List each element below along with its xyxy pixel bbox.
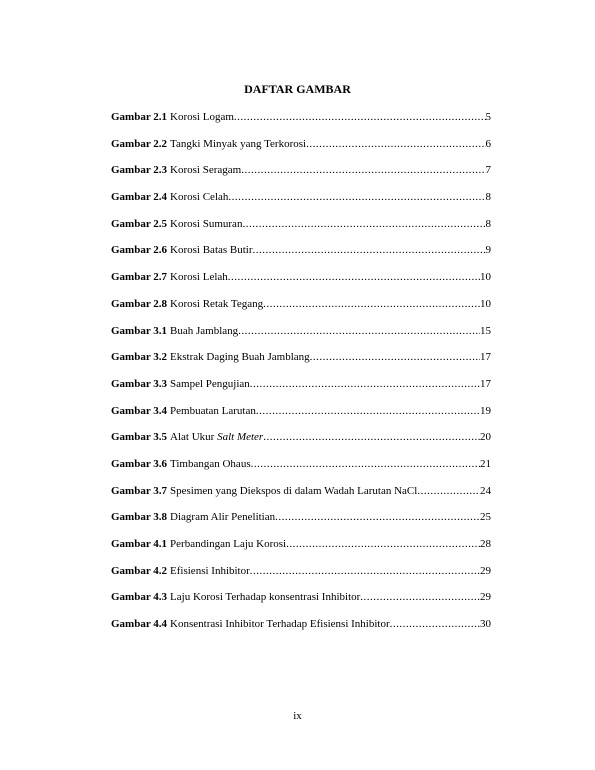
- figure-number: Gambar 3.3: [111, 377, 168, 390]
- figure-title: Korosi Lelah: [170, 271, 228, 284]
- figure-number: Gambar 2.1: [111, 111, 168, 123]
- figure-title: Korosi Logam: [170, 111, 234, 123]
- dot-leader: [360, 590, 480, 604]
- list-item[interactable]: [111, 537, 491, 564]
- figure-title: Perbandingan Laju Korosi: [170, 538, 287, 550]
- page-ref: 8: [485, 217, 491, 230]
- page-ref: 29: [480, 564, 491, 577]
- list-item[interactable]: [111, 590, 491, 617]
- page-number: ix: [293, 710, 302, 722]
- list-item[interactable]: [111, 163, 491, 190]
- page-ref: 15: [480, 324, 491, 337]
- page-ref: 28: [480, 538, 491, 550]
- list-item[interactable]: [111, 217, 491, 244]
- list-item[interactable]: [111, 484, 491, 511]
- list-item[interactable]: [111, 243, 491, 270]
- page-ref: 19: [480, 404, 491, 417]
- figure-number: Gambar 3.5: [111, 431, 168, 444]
- page-ref: 20: [480, 431, 491, 444]
- figure-title-text: Alat Ukur: [170, 431, 218, 444]
- figure-number: Gambar 2.8: [111, 297, 168, 310]
- list-item[interactable]: [111, 564, 491, 591]
- list-item[interactable]: [111, 457, 491, 484]
- figure-list: [111, 110, 491, 644]
- figure-title: Korosi Celah: [170, 191, 229, 204]
- list-item[interactable]: [111, 617, 491, 644]
- figure-number: Gambar 4.3: [111, 591, 168, 604]
- figure-number: Gambar 3.2: [111, 351, 168, 364]
- figure-title: Korosi Sumuran: [170, 217, 243, 230]
- figure-title: Sampel Pengujian: [170, 377, 250, 390]
- page-ref: 10: [480, 271, 491, 284]
- figure-title: Diagram Alir Penelitian: [170, 511, 276, 524]
- list-item[interactable]: [111, 137, 491, 164]
- list-item[interactable]: [111, 190, 491, 217]
- list-item[interactable]: [111, 297, 491, 324]
- page-ref: 24: [480, 484, 491, 497]
- dot-leader: [228, 190, 485, 204]
- figure-title: Korosi Retak Tegang: [170, 297, 264, 310]
- dot-leader: [310, 350, 480, 364]
- figure-title: Ekstrak Daging Buah Jamblang: [170, 351, 310, 364]
- figure-number: Gambar 4.2: [111, 564, 168, 577]
- list-item[interactable]: [111, 270, 491, 297]
- dot-leader: [242, 217, 485, 231]
- page-ref: 17: [480, 351, 491, 364]
- figure-number: Gambar 3.1: [111, 324, 168, 337]
- figure-title: Laju Korosi Terhadap konsentrasi Inhibitor: [170, 591, 361, 604]
- figure-title: Korosi Batas Butir: [170, 244, 253, 257]
- list-item[interactable]: [111, 350, 491, 377]
- list-item[interactable]: [111, 430, 491, 457]
- list-item[interactable]: [111, 510, 491, 537]
- page-ref: 30: [480, 618, 491, 631]
- figure-number: Gambar 2.2: [111, 137, 168, 150]
- dot-leader: [263, 430, 480, 444]
- figure-title: [170, 430, 263, 444]
- dot-leader: [251, 457, 480, 471]
- list-item[interactable]: [111, 377, 491, 404]
- figure-title-italic: Salt Meter: [217, 431, 264, 444]
- page-ref: 9: [485, 244, 491, 257]
- page-ref: 10: [480, 297, 491, 310]
- dot-leader: [228, 270, 480, 284]
- figure-number: Gambar 4.1: [111, 538, 168, 550]
- figure-title: Timbangan Ohaus: [170, 457, 251, 470]
- page-ref: 17: [480, 377, 491, 390]
- page-ref: 5: [485, 111, 491, 123]
- page-ref: 6: [485, 137, 491, 150]
- figure-number: Gambar 3.6: [111, 457, 168, 470]
- page-ref: 29: [480, 591, 491, 604]
- figure-title: Korosi Seragam: [170, 164, 242, 177]
- figure-title: Konsentrasi Inhibitor Terhadap Efisiensi Inhibitor: [170, 618, 390, 631]
- figure-number: Gambar 2.3: [111, 164, 168, 177]
- dot-leader: [250, 564, 480, 578]
- page-ref: 7: [485, 164, 491, 177]
- dot-leader: [417, 484, 480, 498]
- dot-leader: [241, 163, 485, 177]
- dot-leader: [286, 537, 480, 551]
- list-item[interactable]: [111, 324, 491, 351]
- dot-leader: [275, 510, 480, 524]
- dot-leader: [238, 324, 480, 338]
- list-item[interactable]: [111, 110, 491, 137]
- page-ref: 25: [480, 511, 491, 524]
- dot-leader: [250, 377, 480, 391]
- figure-number: Gambar 2.7: [111, 271, 168, 284]
- figure-title: Pembuatan Larutan: [170, 404, 256, 417]
- page-ref: 21: [480, 457, 491, 470]
- figure-number: Gambar 2.6: [111, 244, 168, 257]
- figure-number: Gambar 2.5: [111, 217, 168, 230]
- dot-leader: [306, 137, 485, 151]
- figure-number: Gambar 3.8: [111, 511, 168, 524]
- figure-number: Gambar 4.4: [111, 618, 168, 631]
- figure-number: Gambar 3.7: [111, 484, 168, 497]
- dot-leader: [263, 297, 480, 311]
- list-item[interactable]: [111, 404, 491, 431]
- page-ref: 8: [485, 191, 491, 204]
- figure-title: Efisiensi Inhibitor: [170, 564, 250, 577]
- page-title: DAFTAR GAMBAR: [244, 82, 351, 96]
- dot-leader: [234, 110, 486, 124]
- figure-title: Tangki Minyak yang Terkorosi: [170, 137, 307, 150]
- figure-number: Gambar 3.4: [111, 404, 168, 417]
- dot-leader: [256, 404, 480, 418]
- figure-title: Spesimen yang Diekspos di dalam Wadah Larutan NaCl: [170, 484, 418, 497]
- dot-leader: [390, 617, 480, 631]
- figure-title: Buah Jamblang: [170, 324, 239, 337]
- dot-leader: [253, 243, 486, 257]
- figure-number: Gambar 2.4: [111, 191, 168, 204]
